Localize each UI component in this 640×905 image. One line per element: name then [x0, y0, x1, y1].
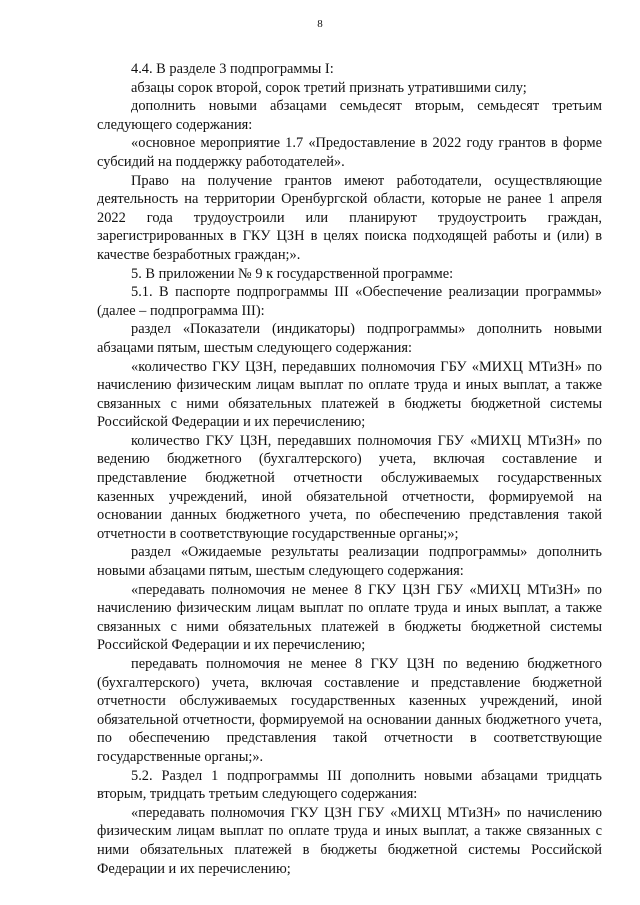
- paragraph: раздел «Показатели (индикаторы) подпрограммы» дополнить новыми абзацами пятым, шестым следующего содержания:: [97, 321, 602, 356]
- section-heading-5-1: 5.1. В паспорте подпрограммы III «Обеспечение реализации программы» (далее – подпрограмма III):: [97, 284, 602, 319]
- paragraph: «количество ГКУ ЦЗН, передавших полномочия ГБУ «МИХЦ МТиЗН» по начислению физическим лицам выплат по оплате труда и иных выплат, а также связанных с ними обязательных платежей в бюджеты бюджетной системы Российской Федерации и их перечислению;: [97, 358, 602, 431]
- paragraph: дополнить новыми абзацами семьдесят вторым, семьдесят третьим следующего содержания:: [97, 98, 602, 133]
- paragraph: абзацы сорок второй, сорок третий признать утратившими силу;: [131, 79, 527, 96]
- paragraph: количество ГКУ ЦЗН, передавших полномочия ГБУ «МИХЦ МТиЗН» по ведению бюджетного (бухгалтерского) учета, включая составление и представление бюджетной отчетности обслуживаемых государственных казенных учреждений, иной обязательной отчетности, формируемой на основании данных бюджетного учета, по обеспечению представления такой отчетности в соответствующие государственные органы;»;: [97, 432, 602, 542]
- paragraph: «передавать полномочия не менее 8 ГКУ ЦЗН ГБУ «МИХЦ МТиЗН» по начислению физическим лицам выплат по оплате труда и иных выплат, а также связанных с ними обязательных платежей в бюджеты бюджетной системы Российской Федерации и их перечислению;: [97, 581, 602, 654]
- paragraph: «основное мероприятие 1.7 «Предоставление в 2022 году грантов в форме субсидий на поддержку работодателей».: [97, 135, 602, 170]
- paragraph: «передавать полномочия ГКУ ЦЗН ГБУ «МИХЦ МТиЗН» по начислению физическим лицам выплат по оплате труда и иных выплат, а также связанных с ними обязательных платежей в бюджеты бюджетной системы Российской Федерации и их перечислению;: [97, 804, 602, 877]
- section-heading-5-2: 5.2. Раздел 1 подпрограммы III дополнить новыми абзацами тридцать вторым, тридцать третьим следующего содержания:: [97, 767, 602, 803]
- paragraph: передавать полномочия не менее 8 ГКУ ЦЗН по ведению бюджетного (бухгалтерского) учета, включая составление и представление бюджетной отчетности обслуживаемых государственных казенных учреждений, иной обязательной отчетности, формируемой на основании данных бюджетного учета, по обеспечению представления такой отчетности в соответствующие государственные органы;».: [97, 656, 602, 765]
- section-heading-5: 5. В приложении № 9 к государственной программе:: [131, 265, 454, 282]
- section-heading-4-4: 4.4. В разделе 3 подпрограммы I:: [131, 61, 334, 77]
- document-body: [97, 60, 602, 878]
- paragraph: Право на получение грантов имеют работодатели, осуществляющие деятельность на территории Оренбургской области, которые не ранее 1 апреля 2022 года трудоустроили или планируют трудоустроить граждан, зарегистрированных в ГКУ ЦЗН в целях поиска подходящей работы и (или) в качестве безработных граждан;».: [97, 172, 602, 263]
- paragraph: раздел «Ожидаемые результаты реализации подпрограммы» дополнить новыми абзацами пятым, шестым следующего содержания:: [97, 544, 602, 580]
- page-number: 8: [317, 18, 323, 30]
